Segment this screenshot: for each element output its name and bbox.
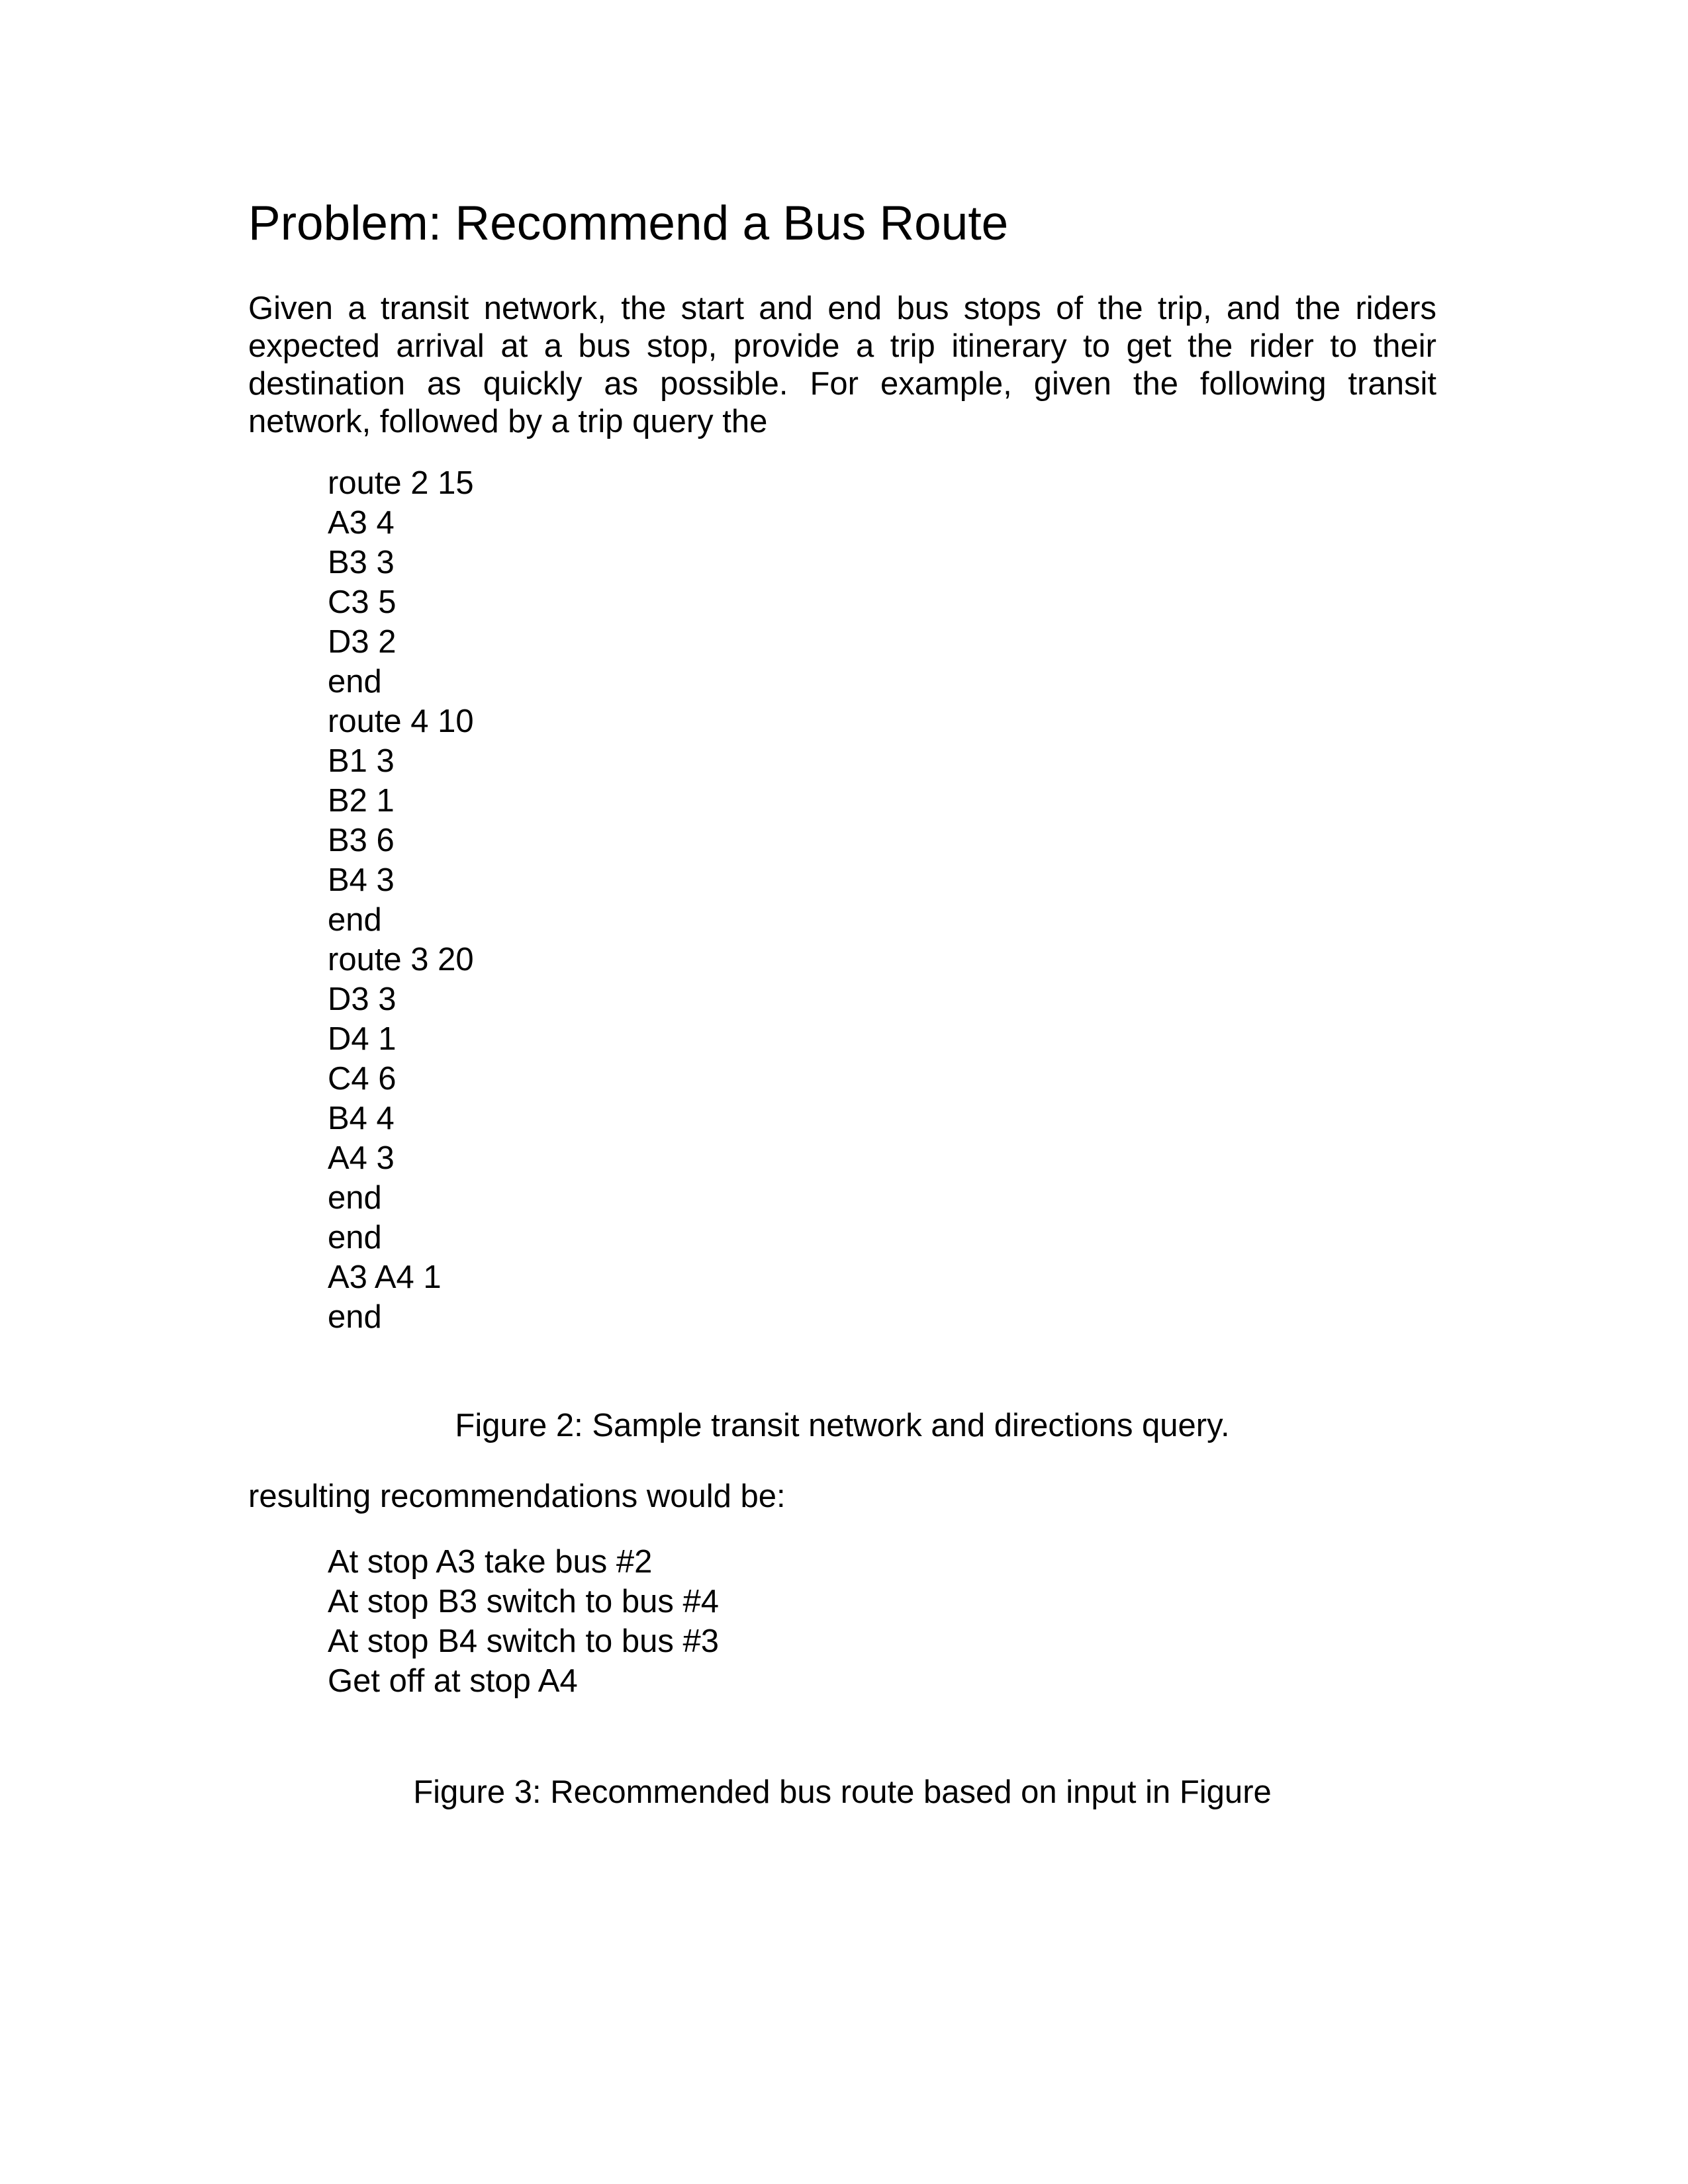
transit-network-line: route 3 20 <box>328 942 474 978</box>
transit-network-line: B3 3 <box>328 545 395 580</box>
transit-network-line: end <box>328 902 382 938</box>
transit-network-line: B3 6 <box>328 823 395 858</box>
transit-network-line: route 4 10 <box>328 704 474 739</box>
figure3-caption: Figure 3: Recommended bus route based on input in Figure <box>413 1774 1272 1810</box>
transit-network-listing <box>328 463 1436 1337</box>
page-content <box>248 199 1436 1811</box>
transit-network-line: D3 2 <box>328 624 397 660</box>
results-lead-in: resulting recommendations would be: <box>248 1479 786 1514</box>
transit-network-line: end <box>328 664 382 700</box>
transit-network-line: B4 4 <box>328 1101 395 1136</box>
transit-network-line: D4 1 <box>328 1021 397 1057</box>
transit-network-line: C4 6 <box>328 1061 397 1097</box>
figure2-caption: Figure 2: Sample transit network and directions query. <box>455 1408 1230 1443</box>
transit-network-line: A3 A4 1 <box>328 1259 442 1295</box>
transit-network-line: D3 3 <box>328 981 397 1017</box>
transit-network-line: route 2 15 <box>328 465 474 501</box>
transit-network-line: C3 5 <box>328 584 397 620</box>
transit-network-line: A4 3 <box>328 1140 395 1176</box>
transit-network-line: end <box>328 1180 382 1216</box>
transit-network-line: A3 4 <box>328 505 395 541</box>
recommendations-listing <box>328 1542 1436 1701</box>
recommendation-line: At stop B3 switch to bus #4 <box>328 1584 720 1619</box>
recommendation-line: At stop B4 switch to bus #3 <box>328 1623 720 1659</box>
transit-network-line: B1 3 <box>328 743 395 779</box>
recommendation-line: Get off at stop A4 <box>328 1663 578 1699</box>
recommendation-line: At stop A3 take bus #2 <box>328 1544 653 1580</box>
page-title: Problem: Recommend a Bus Route <box>248 197 1009 250</box>
transit-network-line: B2 1 <box>328 783 395 819</box>
transit-network-line: B4 3 <box>328 862 395 898</box>
transit-network-line: end <box>328 1299 382 1335</box>
intro-paragraph: Given a transit network, the start and end bus stops of the trip, and the riders expected arrival at a bus stop, provide a trip itinerary to get the rider to their destination as quickly as possible. For example, given the following transit network, followed by a trip query the <box>248 291 1436 439</box>
transit-network-line: end <box>328 1220 382 1255</box>
